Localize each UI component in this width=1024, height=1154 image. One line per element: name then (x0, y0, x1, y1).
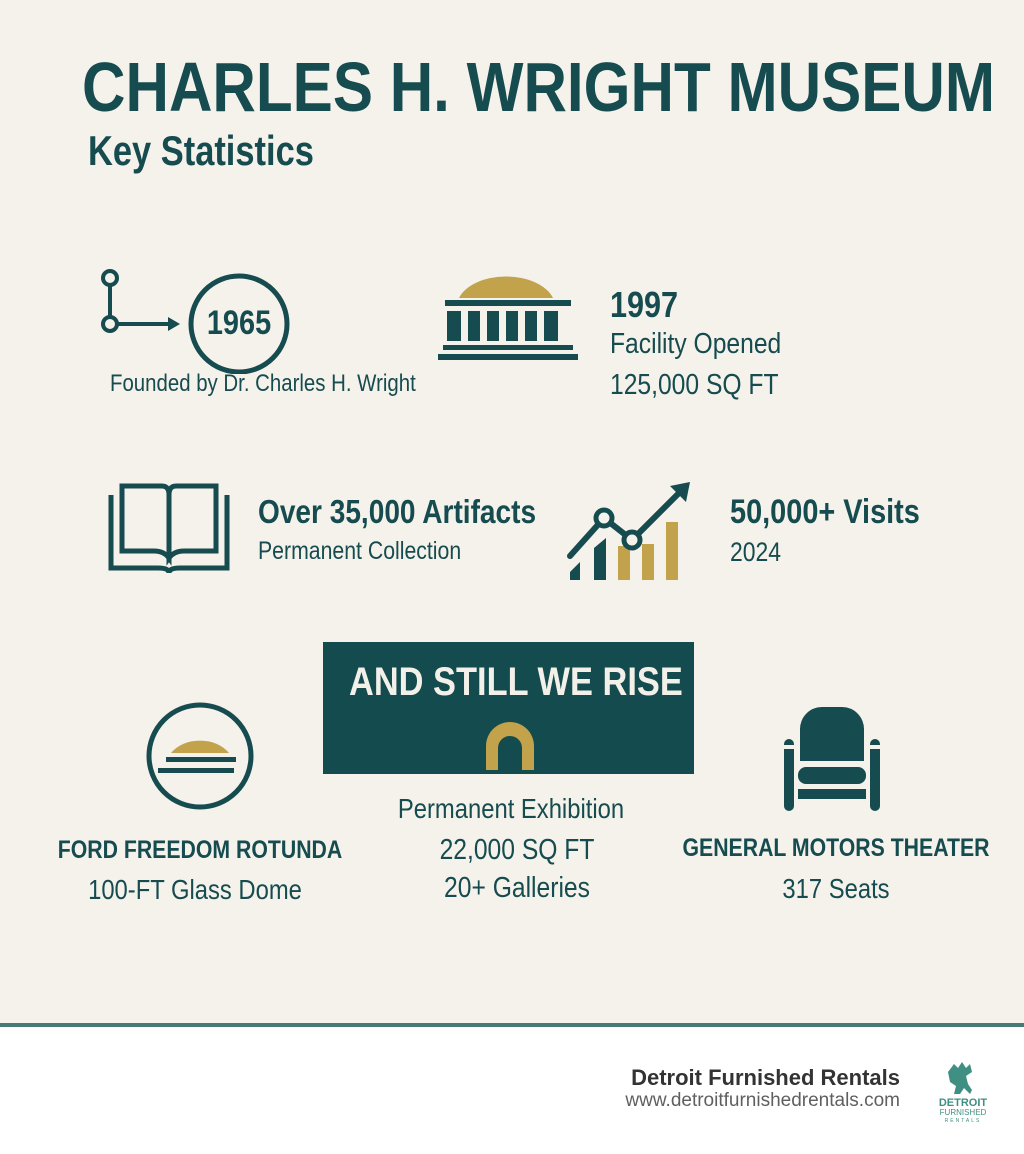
exhibition-banner (323, 642, 694, 774)
visits-headline: 50,000+ Visits (730, 493, 920, 531)
exhibition-galleries: 20+ Galleries (444, 872, 590, 904)
brand-logo (936, 1060, 990, 1128)
visits-year: 2024 (730, 537, 782, 567)
theater-seat-icon (784, 707, 880, 811)
exhibition-area: 22,000 SQ FT (439, 834, 595, 866)
artifacts-headline: Over 35,000 Artifacts (258, 493, 537, 530)
open-book-icon (108, 483, 230, 573)
theater-headline: GENERAL MOTORS THEATER (682, 834, 990, 862)
svg-text:DETROIT: DETROIT (938, 1097, 988, 1109)
footer (0, 1027, 1024, 1154)
founded-year: 1965 (206, 304, 272, 342)
facility-area: 125,000 SQ FT (610, 369, 779, 401)
dome-icon (145, 701, 255, 811)
growth-chart-icon (566, 482, 694, 582)
svg-text:FURNISHED: FURNISHED (939, 1108, 987, 1117)
arch-icon (486, 722, 534, 770)
facility-opened-label: Facility Opened (610, 328, 782, 360)
footer-website-link[interactable]: www.detroitfurnishedrentals.com (625, 1090, 900, 1111)
detroit-spirit-logo-icon (936, 1060, 990, 1128)
page-title: CHARLES H. WRIGHT MUSEUM (82, 48, 995, 126)
museum-building-icon (437, 268, 579, 363)
exhibition-banner-title: AND STILL WE RISE (348, 660, 683, 704)
rotunda-caption: 100-FT Glass Dome (88, 874, 302, 905)
founded-caption: Founded by Dr. Charles H. Wright (110, 370, 416, 397)
theater-caption: 317 Seats (782, 873, 890, 904)
exhibition-label: Permanent Exhibition (397, 793, 625, 824)
rotunda-headline: FORD FREEDOM ROTUNDA (57, 836, 343, 864)
page-subtitle: Key Statistics (88, 127, 314, 174)
svg-text:RENTALS: RENTALS (944, 1118, 982, 1124)
footer-brand-name: Detroit Furnished Rentals (631, 1065, 900, 1090)
facility-year: 1997 (610, 284, 679, 325)
artifacts-caption: Permanent Collection (258, 537, 462, 565)
